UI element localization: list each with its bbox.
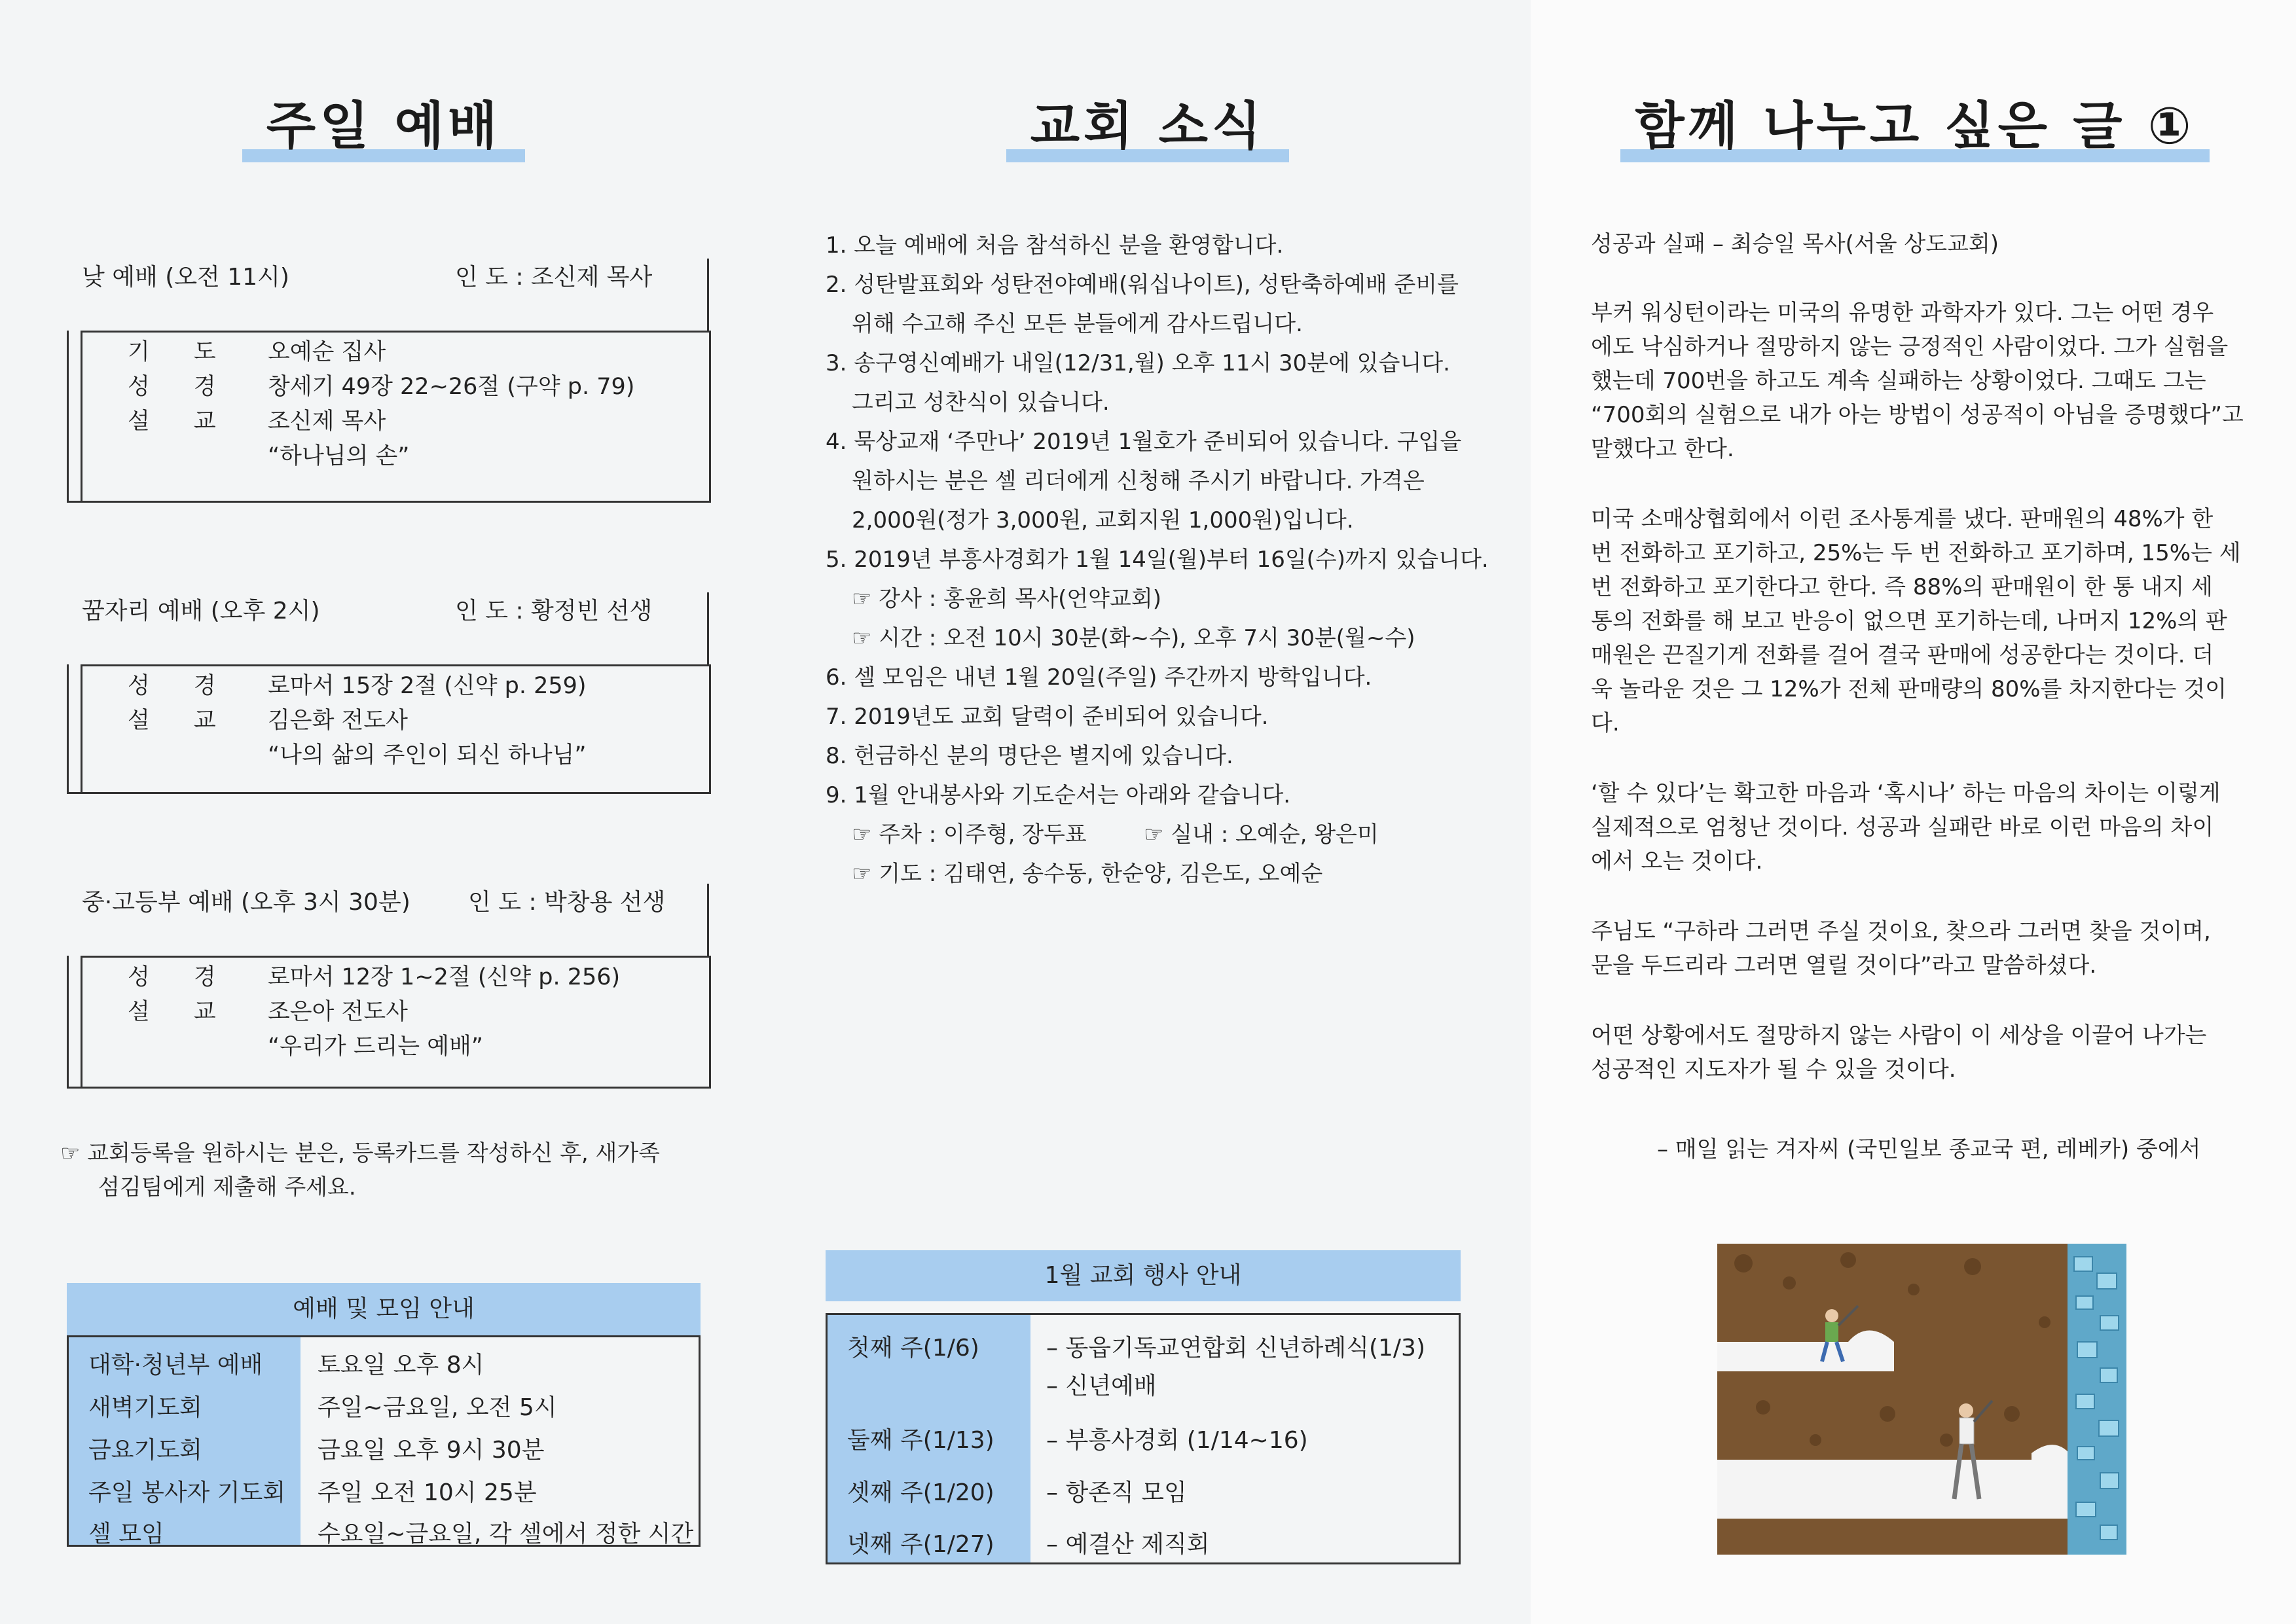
meeting-time: 주일~금요일, 오전 5시 xyxy=(318,1394,557,1421)
tunnel-illustration-svg xyxy=(1717,1244,2126,1555)
service-leader: 인 도 : 조신제 목사 xyxy=(455,264,653,291)
meeting-name: 새벽기도회 xyxy=(88,1394,202,1421)
article-line: 다. xyxy=(1591,710,1620,736)
news-item: 3. 송구영신예배가 내일(12/31,월) 오후 11시 30분에 있습니다. xyxy=(826,350,1450,376)
article-line: 어떤 상황에서도 절망하지 않는 사람이 이 세상을 이끌어 나가는 xyxy=(1591,1022,2207,1049)
news-item: ☞ 실내 : 오예순, 왕은미 xyxy=(1144,821,1379,848)
meeting-name: 주일 봉사자 기도회 xyxy=(88,1479,286,1506)
row-label: 설 교 xyxy=(128,999,234,1025)
article-line: 통의 전화를 해 보고 반응이 없으면 포기하는데, 나머지 12%의 판 xyxy=(1591,608,2227,634)
service-leader: 인 도 : 박창용 선생 xyxy=(468,889,666,916)
event-week: 넷째 주(1/27) xyxy=(847,1531,994,1558)
article-line: 주님도 “구하라 그러면 주실 것이요, 찾으라 그러면 찾을 것이며, xyxy=(1591,918,2211,945)
event-item: – 신년예배 xyxy=(1046,1373,1157,1399)
meeting-name: 셀 모임 xyxy=(88,1521,164,1547)
article-subtitle: 성공과 실패 – 최승일 목사(서울 상도교회) xyxy=(1591,231,1999,257)
news-item: 위해 수고해 주신 모든 분들에게 감사드립니다. xyxy=(852,311,1303,337)
event-week: 첫째 주(1/6) xyxy=(847,1335,979,1362)
row-value: 로마서 12장 1~2절 (신약 p. 256) xyxy=(268,964,621,990)
registration-note-line: ☞ 교회등록을 원하시는 분은, 등록카드를 작성하신 후, 새가족 xyxy=(60,1140,661,1166)
news-item: 7. 2019년도 교회 달력이 준비되어 있습니다. xyxy=(826,704,1269,730)
service-title: 꿈자리 예배 (오후 2시) xyxy=(82,598,320,624)
row-label: 성 경 xyxy=(128,673,234,699)
registration-note-line: 섬김팀에게 제출해 주세요. xyxy=(98,1174,356,1200)
miners-illustration xyxy=(1717,1244,2126,1555)
article-line: 번 전화하고 포기하고, 25%는 두 번 전화하고 포기하며, 15%는 세 xyxy=(1591,540,2241,566)
event-item: – 동읍기독교연합회 신년하례식(1/3) xyxy=(1046,1335,1426,1362)
event-table-body xyxy=(826,1313,1461,1564)
reading-heading: 함께 나누고 싶은 글 ① xyxy=(1635,97,2195,156)
row-label: 설 교 xyxy=(128,408,234,435)
news-item: ☞ 기도 : 김태연, 송수동, 한순양, 김은도, 오예순 xyxy=(852,861,1323,887)
news-item: 그리고 성찬식이 있습니다. xyxy=(852,389,1110,416)
row-value: 로마서 15장 2절 (신약 p. 259) xyxy=(268,673,587,699)
row-value: 조은아 전도사 xyxy=(268,999,408,1025)
event-item: – 항존직 모임 xyxy=(1046,1479,1187,1506)
sermon-title: “하나님의 손” xyxy=(268,443,410,469)
meeting-time: 금요일 오후 9시 30분 xyxy=(318,1437,545,1464)
meeting-name: 금요기도회 xyxy=(88,1437,202,1464)
article-line: 말했다고 한다. xyxy=(1591,436,1734,462)
article-paragraph xyxy=(1591,1019,2252,1087)
panel-sunday-worship xyxy=(0,0,765,1624)
row-value: 조신제 목사 xyxy=(268,408,386,435)
article-line: 했는데 700번을 하고도 계속 실패하는 상황이었다. 그때도 그는 xyxy=(1591,368,2206,394)
news-item: 6. 셀 모임은 내년 1월 20일(주일) 주간까지 방학입니다. xyxy=(826,664,1372,691)
row-label: 성 경 xyxy=(128,964,234,990)
meeting-table-body xyxy=(67,1335,701,1547)
article-line: 미국 소매상협회에서 이런 조사통계를 냈다. 판매원의 48%가 한 xyxy=(1591,506,2214,532)
article-line: 실제적으로 엄청난 것이다. 성공과 실패란 바로 이런 마음의 차이 xyxy=(1591,814,2214,840)
news-item: 1. 오늘 예배에 처음 참석하신 분을 환영합니다. xyxy=(826,232,1284,259)
news-item: 9. 1월 안내봉사와 기도순서는 아래와 같습니다. xyxy=(826,782,1291,808)
article-paragraph xyxy=(1591,502,2252,740)
sermon-title: “나의 삶의 주인이 되신 하나님” xyxy=(268,742,587,768)
article-line: ‘할 수 있다’는 확고한 마음과 ‘혹시나’ 하는 마음의 차이는 이렇게 xyxy=(1591,780,2221,806)
article-source: – 매일 읽는 겨자씨 (국민일보 종교국 편, 레베카) 중에서 xyxy=(1657,1136,2201,1163)
meeting-name: 대학·청년부 예배 xyxy=(88,1352,263,1379)
event-week: 둘째 주(1/13) xyxy=(847,1427,994,1454)
article-line: 부커 워싱턴이라는 미국의 유명한 과학자가 있다. 그는 어떤 경우 xyxy=(1591,300,2214,326)
news-item: 2. 성탄발표회와 성탄전야예배(워십나이트), 성탄축하예배 준비를 xyxy=(826,272,1459,298)
article-paragraph xyxy=(1591,296,2252,466)
service-leader: 인 도 : 황정빈 선생 xyxy=(455,598,653,624)
row-value: 김은화 전도사 xyxy=(268,708,408,734)
row-label: 기 도 xyxy=(128,339,234,365)
meeting-table-title: 예배 및 모임 안내 xyxy=(67,1283,701,1335)
worship-heading: 주일 예배 xyxy=(266,97,501,156)
article-body xyxy=(1591,296,2252,1123)
service-box xyxy=(67,331,711,503)
article-line: 에도 낙심하거나 절망하지 않는 긍정적인 사람이었다. 그가 실험을 xyxy=(1591,334,2229,360)
registration-note xyxy=(60,1136,748,1204)
sermon-title: “우리가 드리는 예배” xyxy=(268,1034,483,1060)
service-title: 낮 예배 (오전 11시) xyxy=(82,264,289,291)
event-week: 셋째 주(1/20) xyxy=(847,1479,994,1506)
row-label: 성 경 xyxy=(128,374,234,400)
article-line: 성공적인 지도자가 될 수 있을 것이다. xyxy=(1591,1056,1956,1083)
news-item: 5. 2019년 부흥사경회가 1월 14일(월)부터 16일(수)까지 있습니다. xyxy=(826,547,1489,573)
news-item: ☞ 강사 : 홍윤희 목사(언약교회) xyxy=(852,586,1161,612)
meeting-time: 수요일~금요일, 각 셀에서 정한 시간 xyxy=(318,1521,694,1547)
news-item: ☞ 주차 : 이주형, 장두표 xyxy=(852,821,1087,848)
event-item: – 예결산 제직회 xyxy=(1046,1531,1210,1558)
article-line: 욱 놀라운 것은 그 12%가 전체 판매량의 80%를 차지한다는 것이 xyxy=(1591,676,2227,702)
article-line: “700회의 실험으로 내가 아는 방법이 성공적이 아님을 증명했다”고 xyxy=(1591,402,2244,428)
meeting-time: 토요일 오후 8시 xyxy=(318,1352,484,1379)
panel-shared-reading xyxy=(1531,0,2296,1624)
news-item: 원하시는 분은 셀 리더에게 신청해 주시기 바랍니다. 가격은 xyxy=(852,468,1425,494)
article-line: 번 전화하고 포기한다고 한다. 즉 88%의 판매원이 한 통 내지 세 xyxy=(1591,574,2213,600)
news-heading: 교회 소식 xyxy=(1030,97,1266,156)
row-value: 오예순 집사 xyxy=(268,339,386,365)
meeting-time: 주일 오전 10시 25분 xyxy=(318,1479,537,1506)
row-label: 설 교 xyxy=(128,708,234,734)
event-table xyxy=(826,1250,1461,1564)
event-item: – 부흥사경회 (1/14~16) xyxy=(1046,1427,1308,1454)
article-paragraph xyxy=(1591,914,2252,983)
service-title: 중·고등부 예배 (오후 3시 30분) xyxy=(82,889,410,916)
event-table-title: 1월 교회 행사 안내 xyxy=(826,1250,1461,1301)
article-line: 매원은 끈질기게 전화를 걸어 결국 판매에 성공한다는 것이다. 더 xyxy=(1591,642,2214,668)
article-line: 문을 두드리라 그러면 열릴 것이다”라고 말씀하셨다. xyxy=(1591,952,2097,979)
service-box xyxy=(67,664,711,794)
news-item: 4. 묵상교재 ‘주만나’ 2019년 1월호가 준비되어 있습니다. 구입을 xyxy=(826,429,1462,455)
row-value: 창세기 49장 22~26절 (구약 p. 79) xyxy=(268,374,635,400)
service-box xyxy=(67,956,711,1089)
news-item: 2,000원(정가 3,000원, 교회지원 1,000원)입니다. xyxy=(852,507,1354,533)
service-header xyxy=(82,259,709,331)
service-header xyxy=(82,592,709,664)
meeting-table xyxy=(67,1283,701,1571)
news-item: ☞ 시간 : 오전 10시 30분(화~수), 오후 7시 30분(월~수) xyxy=(852,625,1415,651)
service-header xyxy=(82,884,709,956)
news-item: 8. 헌금하신 분의 명단은 별지에 있습니다. xyxy=(826,743,1233,769)
article-line: 에서 오는 것이다. xyxy=(1591,848,1763,875)
panel-church-news xyxy=(765,0,1531,1624)
article-paragraph xyxy=(1591,776,2252,878)
